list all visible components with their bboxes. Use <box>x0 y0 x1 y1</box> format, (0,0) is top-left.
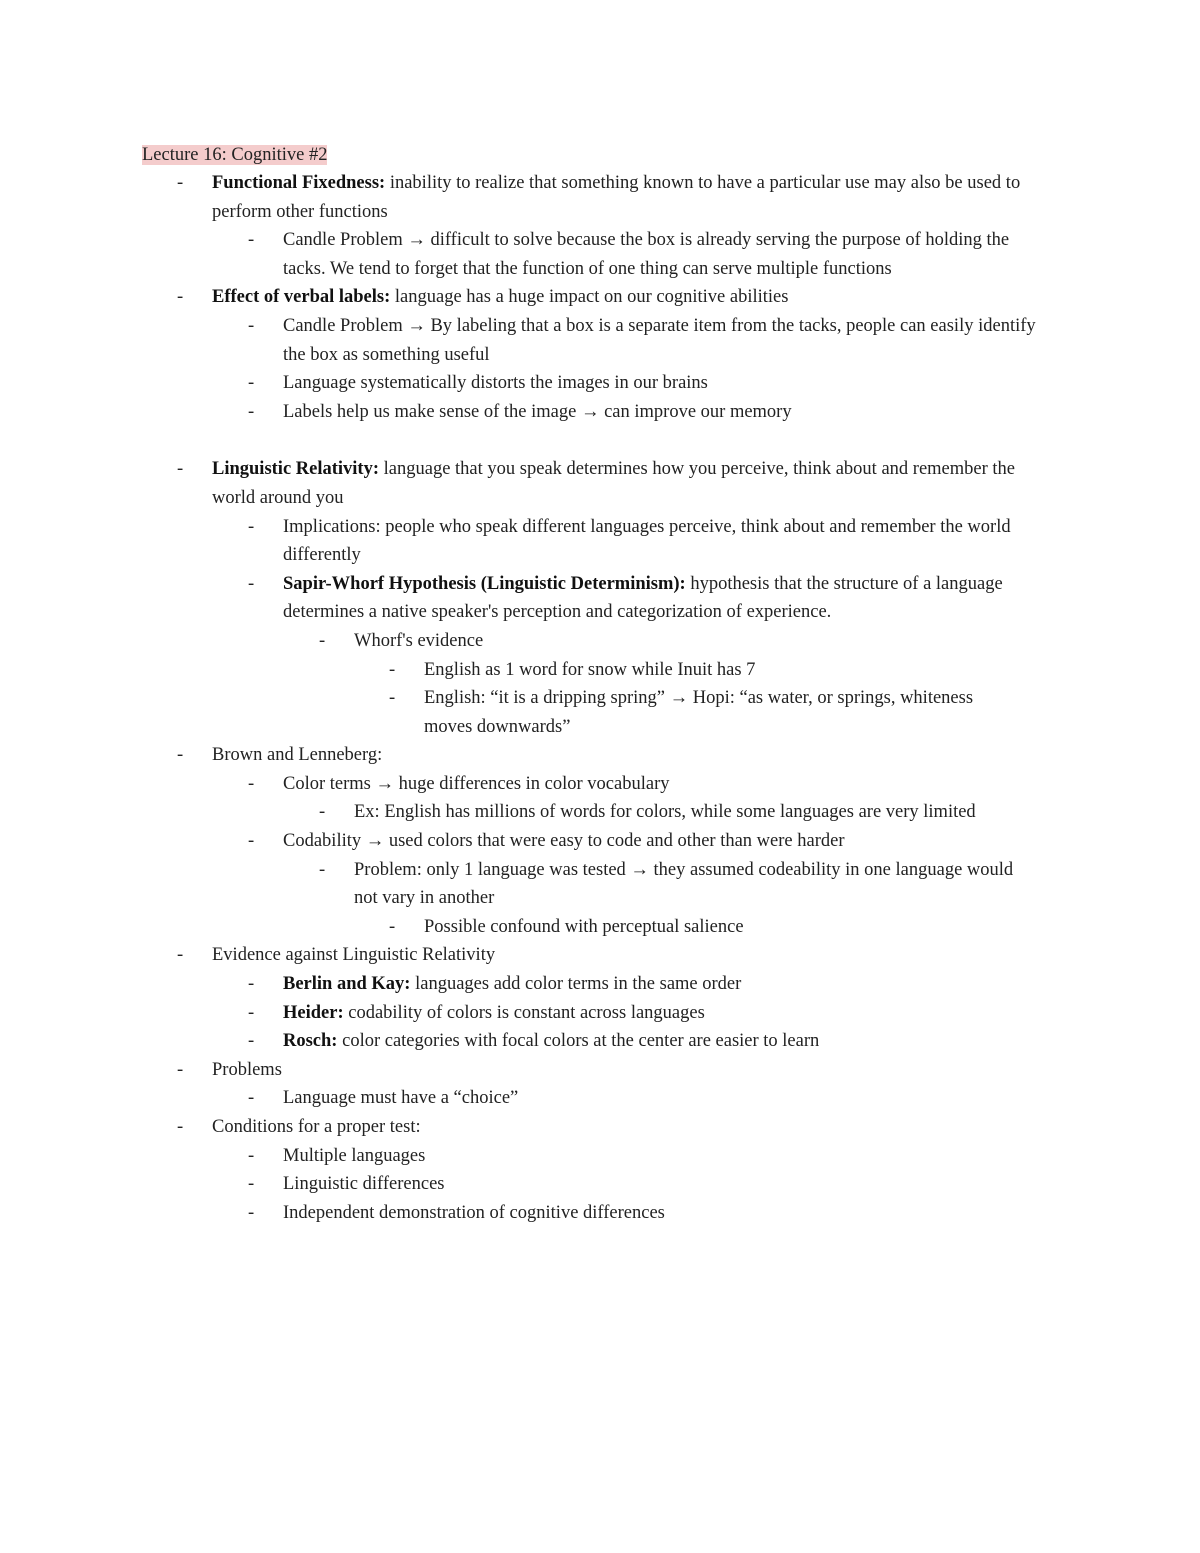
bullet-brown-lenneberg <box>0 741 1200 770</box>
bullet-dash: - <box>248 831 255 852</box>
bullet-text: inability to realize that something known to have a particular use may also be used to perform other functions <box>212 173 1021 222</box>
bullet-dash: - <box>248 1202 255 1223</box>
bullet-labels-help <box>0 398 1200 427</box>
term-label: Sapir-Whorf Hypothesis (Linguistic Determinism): <box>283 573 686 594</box>
bullet-effect-verbal-labels <box>0 283 1200 312</box>
bullet-codability <box>0 827 1200 856</box>
bullet-text: Codability → used colors that were easy to code and other than were harder <box>283 831 845 852</box>
bullet-text: language that you speak determines how you perceive, think about and remember the world around you <box>212 459 1015 508</box>
bullet-dash: - <box>319 630 326 651</box>
bullet-text: language has a huge impact on our cognitive abilities <box>390 287 789 308</box>
bullet-dash: - <box>177 459 184 480</box>
bullet-dash: - <box>248 315 255 336</box>
bullet-text: Ex: English has millions of words for colors, while some languages are very limited <box>354 802 976 823</box>
bullet-implications <box>0 513 1200 570</box>
bullet-text: Whorf's evidence <box>354 630 484 651</box>
notes-list <box>0 169 1200 1227</box>
bullet-whorfs-evidence <box>0 627 1200 656</box>
bullet-text: codability of colors is constant across languages <box>343 1002 705 1023</box>
bullet-text: Problem: only 1 language was tested → they assumed codeability in one language would not vary in another <box>354 859 1014 909</box>
bullet-problem-one-language <box>0 856 1200 913</box>
bullet-dash: - <box>319 859 326 880</box>
bullet-dash: - <box>177 1059 184 1080</box>
bullet-text: Language systematically distorts the images in our brains <box>283 373 708 394</box>
term-label: Effect of verbal labels: <box>212 287 391 308</box>
bullet-text: Implications: people who speak different languages perceive, think about and remember the world differently <box>283 516 1011 566</box>
bullet-dash: - <box>248 1002 255 1023</box>
bullet-dash: - <box>319 802 326 823</box>
bullet-linguistic-differences <box>0 1170 1200 1199</box>
bullet-dash: - <box>248 1174 255 1195</box>
bullet-sapir-whorf <box>0 570 1200 627</box>
bullet-multiple-languages <box>0 1142 1200 1171</box>
bullet-text: Independent demonstration of cognitive differences <box>283 1202 665 1223</box>
bullet-text: Possible confound with perceptual salience <box>424 916 744 937</box>
term-label: Functional Fixedness: <box>212 173 386 193</box>
bullet-dash: - <box>389 688 396 709</box>
lecture-title-highlight: Lecture 16: Cognitive #2 <box>142 145 328 165</box>
term-label: Linguistic Relativity: <box>212 459 380 480</box>
bullet-problems <box>0 1056 1200 1085</box>
bullet-text: color categories with focal colors at the center are easier to learn <box>337 1031 820 1052</box>
bullet-heider <box>0 999 1200 1028</box>
bullet-linguistic-relativity <box>0 455 1200 512</box>
bullet-berlin-kay <box>0 970 1200 999</box>
bullet-text: Candle Problem → By labeling that a box is a separate item from the tacks, people can easily identify the box as something useful <box>283 315 1036 365</box>
bullet-candle-problem-2 <box>0 312 1200 369</box>
bullet-dash: - <box>248 401 255 422</box>
bullet-dash: - <box>389 916 396 937</box>
bullet-text: Candle Problem → difficult to solve because the box is already serving the purpose of holding the tacks. We tend to forget that the function of one thing can serve multiple functions <box>283 230 1010 279</box>
bullet-text: Conditions for a proper test: <box>212 1117 421 1137</box>
bullet-text: Multiple languages <box>283 1145 426 1166</box>
bullet-language-distorts <box>0 369 1200 398</box>
bullet-dash: - <box>248 1088 255 1109</box>
bullet-text: Language must have a “choice” <box>283 1088 519 1109</box>
bullet-confound <box>0 913 1200 942</box>
bullet-text: English as 1 word for snow while Inuit has 7 <box>424 659 756 680</box>
bullet-dash: - <box>248 974 255 995</box>
bullet-text: English: “it is a dripping spring” → Hopi: “as water, or springs, whiteness moves downwards” <box>424 688 974 737</box>
bullet-candle-problem-1 <box>0 226 1200 283</box>
bullet-evidence-against <box>0 941 1200 970</box>
bullet-dash: - <box>177 287 184 308</box>
bullet-independent-demonstration <box>0 1199 1200 1228</box>
bullet-rosch <box>0 1027 1200 1056</box>
bullet-text: hypothesis that the structure of a language determines a native speaker's perception and categorization of experience. <box>283 573 1003 623</box>
bullet-text: Evidence against Linguistic Relativity <box>212 945 496 966</box>
bullet-dash: - <box>177 1117 184 1137</box>
bullet-text: Color terms → huge differences in color vocabulary <box>283 773 670 794</box>
bullet-dash: - <box>248 1145 255 1166</box>
bullet-conditions <box>0 1113 1200 1142</box>
bullet-functional-fixedness <box>0 169 1200 226</box>
bullet-text: Problems <box>212 1059 282 1080</box>
bullet-dash: - <box>177 945 184 966</box>
bullet-dash: - <box>248 773 255 794</box>
bullet-dash: - <box>248 516 255 537</box>
bullet-color-terms <box>0 770 1200 799</box>
bullet-dash: - <box>248 1031 255 1052</box>
bullet-language-choice <box>0 1084 1200 1113</box>
bullet-english-colors <box>0 798 1200 827</box>
bullet-dash: - <box>177 173 184 193</box>
bullet-text: Labels help us make sense of the image → can improve our memory <box>283 401 792 422</box>
term-label: Berlin and Kay: <box>283 974 411 995</box>
bullet-snow-words <box>0 656 1200 685</box>
term-label: Rosch: <box>283 1031 338 1052</box>
bullet-text: Brown and Lenneberg: <box>212 745 383 766</box>
bullet-text: Linguistic differences <box>283 1174 445 1195</box>
bullet-hopi-example <box>0 684 1200 741</box>
lecture-title <box>142 141 327 169</box>
bullet-dash: - <box>389 659 396 680</box>
bullet-dash: - <box>248 230 255 251</box>
bullet-dash: - <box>248 573 255 594</box>
term-label: Heider: <box>283 1002 344 1023</box>
bullet-dash: - <box>248 373 255 394</box>
bullet-text: languages add color terms in the same order <box>410 974 742 995</box>
bullet-dash: - <box>177 745 184 766</box>
